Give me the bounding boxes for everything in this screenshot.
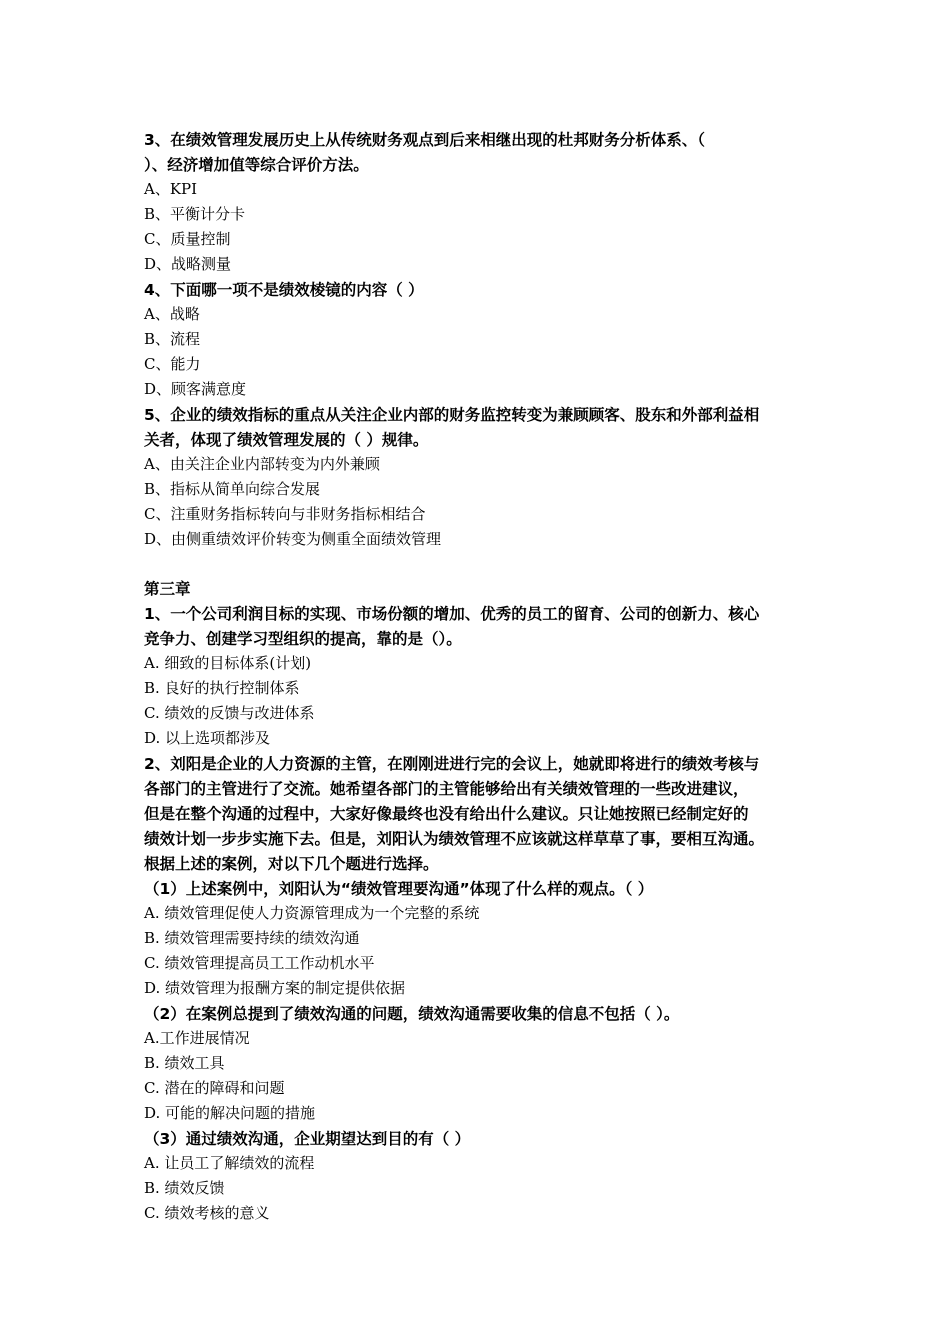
ch3-question-1-text-line-2: 竞争力、创建学习型组织的提高，靠的是（）。 <box>144 630 462 648</box>
sub-question-1-option-c: C. 绩效管理提高员工工作动机水平 <box>144 954 375 972</box>
sub-question-1-text: （1）上述案例中，刘阳认为“绩效管理要沟通”体现了什么样的观点。（ ） <box>144 880 654 898</box>
question-3-option-d: D、战略测量 <box>144 255 232 273</box>
ch3-question-1-option-a: A. 细致的目标体系(计划) <box>144 654 312 672</box>
sub-question-3-text: （3）通过绩效沟通，企业期望达到目的有（ ） <box>144 1130 471 1148</box>
ch3-question-2-case-line-1: 2、刘阳是企业的人力资源的主管，在刚刚进进行完的会议上，她就即将进行的绩效考核与 <box>144 755 760 773</box>
question-3-option-c: C、质量控制 <box>144 230 231 248</box>
ch3-question-1-option-c: C. 绩效的反馈与改进体系 <box>144 704 315 722</box>
sub-question-1-option-d: D. 绩效管理为报酬方案的制定提供依据 <box>144 979 406 997</box>
sub-question-3-option-c: C. 绩效考核的意义 <box>144 1204 270 1222</box>
question-5-option-d: D、由侧重绩效评价转变为侧重全面绩效管理 <box>144 530 442 548</box>
question-3-text-line-1: 3、在绩效管理发展历史上从传统财务观点到后来相继出现的杜邦财务分析体系、（ <box>144 131 706 149</box>
ch3-question-1-option-d: D. 以上选项都涉及 <box>144 729 271 747</box>
ch3-question-1-option-b: B. 良好的执行控制体系 <box>144 679 300 697</box>
question-4-text: 4、下面哪一项不是绩效棱镜的内容（ ） <box>144 281 424 299</box>
question-5-option-b: B、指标从简单向综合发展 <box>144 480 321 498</box>
sub-question-1-option-a: A. 绩效管理促使人力资源管理成为一个完整的系统 <box>144 904 480 922</box>
ch3-question-2-case-line-3: 但是在整个沟通的过程中，大家好像最终也没有给出什么建议。只让她按照已经制定好的 <box>144 805 749 823</box>
sub-question-2-option-d: D. 可能的解决问题的措施 <box>144 1104 316 1122</box>
question-5-option-a: A、由关注企业内部转变为内外兼顾 <box>144 455 380 473</box>
question-3-option-a: A、KPI <box>144 180 198 198</box>
question-3-text-line-2: ）、经济增加值等综合评价方法。 <box>144 156 369 174</box>
sub-question-2-text: （2）在案例总提到了绩效沟通的问题，绩效沟通需要收集的信息不包括（ ）。 <box>144 1005 680 1023</box>
question-4-option-d: D、顾客满意度 <box>144 380 247 398</box>
question-5-text-line-2: 关者，体现了绩效管理发展的（ ）规律。 <box>144 431 429 449</box>
question-4-option-c: C、能力 <box>144 355 201 373</box>
ch3-question-2-case-line-2: 各部门的主管进行了交流。她希望各部门的主管能够给出有关绩效管理的一些改进建议， <box>144 780 749 798</box>
question-5-text-line-1: 5、企业的绩效指标的重点从关注企业内部的财务监控转变为兼顾顾客、股东和外部利益相 <box>144 406 760 424</box>
question-4-option-b: B、流程 <box>144 330 201 348</box>
ch3-question-2-case-line-5: 根据上述的案例，对以下几个题进行选择。 <box>144 855 439 873</box>
sub-question-2-option-a: A.工作进展情况 <box>144 1029 250 1047</box>
question-4-option-a: A、战略 <box>144 305 200 323</box>
sub-question-2-option-b: B. 绩效工具 <box>144 1054 225 1072</box>
sub-question-3-option-a: A. 让员工了解绩效的流程 <box>144 1154 315 1172</box>
sub-question-2-option-c: C. 潜在的障碍和问题 <box>144 1079 285 1097</box>
question-5-option-c: C、注重财务指标转向与非财务指标相结合 <box>144 505 426 523</box>
sub-question-3-option-b: B. 绩效反馈 <box>144 1179 225 1197</box>
sub-question-1-option-b: B. 绩效管理需要持续的绩效沟通 <box>144 929 360 947</box>
chapter-heading: 第三章 <box>144 580 191 598</box>
ch3-question-2-case-line-4: 绩效计划一步步实施下去。但是，刘阳认为绩效管理不应该就这样草草了事，要相互沟通。 <box>144 830 765 848</box>
question-3-option-b: B、平衡计分卡 <box>144 205 246 223</box>
ch3-question-1-text-line-1: 1、一个公司利润目标的实现、市场份额的增加、优秀的员工的留育、公司的创新力、核心 <box>144 605 760 623</box>
